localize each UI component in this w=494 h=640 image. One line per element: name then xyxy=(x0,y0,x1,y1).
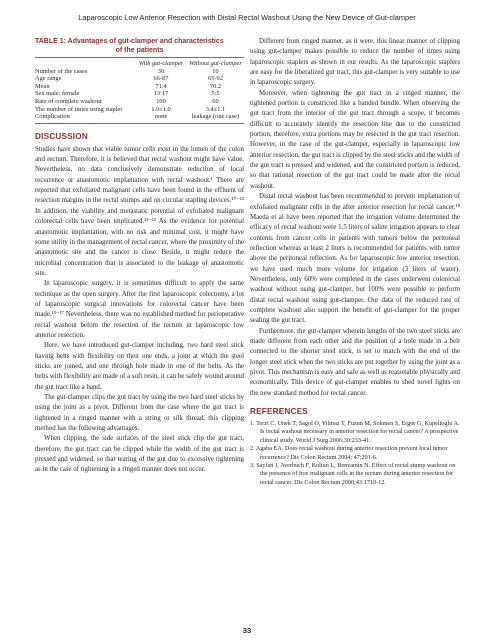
references-heading: REFERENCES xyxy=(250,407,308,417)
reference-list xyxy=(250,420,460,487)
table-row xyxy=(35,75,244,83)
table-header-row xyxy=(35,58,244,68)
table-cell: 3.4±1.1 xyxy=(205,105,226,113)
reference-item: 2. Agaba EA. Does rectal washout during anterior resection prevent local tumor recurrence? Dis Colon Rectum 2004; 47:291-6. xyxy=(250,445,448,461)
table-1-title-line1: TABLE 1: Advantages of gut-clamper and characteristics xyxy=(35,38,224,45)
body-paragraph: Studies have shown that viable tumor cells exist in the lumen of the colon and rectum. Therefore, it is believed that rectal washout might have value. Nevertheless, no data conclusively demonstrate reduction of local recurrence or anastomotic implantation with rectal washout.¹ There are reported that exfoliated malignant cells have been found in the effluent of resection margins in the rectal stumps and on circular stapling devices.¹⁰⁻¹² In addition, the viability and metastatic potential of exfoliated malignant colorectal cells have been implicated.¹¹⁻¹² As the evidence for potential anastomotic implantation, with no risk and minimal cost, it might have some utility in the management of rectal cancer, where the proximity of the anastomotic site and the cancer is close. Beside, it might reduce the microbial concentration that is associated to the leakage of anastomotic site. xyxy=(35,145,244,277)
reference-item: 3. Sayfan J, Averbuch F, Koltun L, Benyamin N. Effect of rectal stump washout on the presence of free malignant cells in the rectum during anterior resection for rectal cancer. Dis Colon Rectum 2000;43:1710-12. xyxy=(250,462,456,486)
table-cell: none xyxy=(154,113,168,121)
table-header-cell: Without gut-clamper xyxy=(189,60,242,67)
table-cell: 10 xyxy=(212,67,219,75)
body-paragraph: Moreover, when tightening the gut tract in a ringed manner, the tightened portion is constricted like a banded bundle. When observing the gut tract from the interior of the gut tract through a scope, it becomes difficult to accurately identify the resection line due to the constricted portion, therefore, extra portions may be resected in the gut tract resection. However, in the case of the gut-clamper, especially in laparoscopic low anterior resection, the gut tract is clipped by the steel sticks and the width of the gut tract is pressed and widened, and the constricted portion is reduced, so that rational resection of the gut tract could be made after the rectal washout. xyxy=(250,89,460,190)
body-paragraph: Furthermore, the gut-clamper wherein lengths of the two steel sticks are made different from each other and the position of a hole made in a belt connected to the shorter steel stick, is set to match with the end of the longer steel stick when the two sticks are put together by using the joint as a pivot. This mechanism is easy and safe as well as reasonable physically and economically. This device of gut-clamper enables to shed novel lights on the new standard method for rectal cancer. xyxy=(250,327,460,397)
table-rule-bottom xyxy=(35,123,244,124)
table-cell: 5:5 xyxy=(211,90,220,98)
page-number: 33 xyxy=(242,626,252,635)
body-paragraph: In laparoscopic surgery, it is sometimes difficult to apply the same technique as the open surgery. After the first laparoscopic colectomy, a lot of laparoscopic surgical innovations for colorectal cancer have been made.¹³⁻¹⁷ Nevertheless, there was no established method for perioperative rectal washout before the resection of the rectum in laparoscopic low anterior resection. xyxy=(35,280,244,339)
body-paragraph: Distal rectal washout has been recommended to prevent implantation of exfoliated malignant cells in the after anterior resection for rectal cancer.¹⁸ Maeda et al have been reported that the irrigation volume determined the efficacy of rectal washout were 1.5 liters of saline irrigation appears to clear contents from cancer cells in patients with tumors below the peritoneal reflection whereas at least 2 liters is recommended for patients with tumor above the peritoneal reflection. As for laparoscopic low anterior resection, we have used much more volume for irrigation (3 liters of water). Nevertheless, only 60% were completed in the cases underwent colorectal washout without using gut-clamper, but 100% were possible to perform distal rectal washout using gut-clamper. Our data of the reduced rate of complete washout also support the benefit of gut-clamper for the proper sealing the gut tract. xyxy=(250,193,460,325)
table-row xyxy=(35,98,244,106)
table-header-cell xyxy=(35,58,135,68)
table-cell: Number of the cases xyxy=(35,67,88,75)
reference-item: 1. Terzi C, Unek T, Sagol O, Yilmaz T, Fuzun M, Sokmen S, Ergor G, Kupelioglu A. Is rectal washout necessary in anterior resection for rectal cancer? A prospective clinical study. World J Surg 2006;30:233-41. xyxy=(250,420,460,444)
body-paragraph: When clipping, the side surfaces of the steel stick clip the gut tract, therefore, the gut tract can be clipped while the width of the gut tract is pressed and widened, so that tearing of the gut due to excessive tightening as in the case of tightening in a ringed manner does not occur. xyxy=(35,435,244,474)
table-cell: Rate of complete washout xyxy=(35,97,102,105)
table-row xyxy=(35,106,244,114)
table-cell: leakage (one case) xyxy=(191,113,240,121)
table-cell: 66-87 xyxy=(153,75,169,83)
body-paragraph: Different from ringed manner, as it were, this linear manner of clipping using gut-clamper makes possible to reduce the number of times using laparoscopic staplers as shown in our results. As the laparoscopic staplers are easy for the liberalized gut tract, this gut-clamper is very suitable to use in laparoscopic surgery. xyxy=(250,38,460,87)
discussion-heading: DISCUSSION xyxy=(35,131,88,141)
left-column xyxy=(35,37,244,476)
table-cell: 1.9±1.0 xyxy=(151,105,171,113)
table-cell: 65-92 xyxy=(208,75,223,83)
table-cell: 60 xyxy=(212,97,219,105)
body-paragraph: The gut-clamper clips the gut tract by using the two hard steel sticks by using the joint as a pivot. Different from the case where the gut tract is tightened in a ringed manner with a string or silk thread, this clipping method has the following advantages. xyxy=(35,394,244,433)
table-cell: Sex male: female xyxy=(35,90,80,98)
table-cell: 71.4 xyxy=(155,82,167,90)
table-cell: Complication xyxy=(35,113,70,121)
table-cell: 100 xyxy=(156,97,166,105)
table-row xyxy=(35,68,244,76)
table-row xyxy=(35,113,244,121)
table-cell: Age range xyxy=(35,75,62,83)
table-header-cell: With gut-clamper xyxy=(138,60,184,67)
table-row xyxy=(35,90,244,98)
body-paragraph: Here, we have introduced gut-clamper including, two hard steel stick having belts with flexibility on their one ends, a joint at which the steel sticks are joined, and one through hole made in one of the belts. As the belts with flexibility are made of a soft resin, it can be safely wound around the gut tract like a band. xyxy=(35,342,244,391)
table-row xyxy=(35,83,244,91)
table-1 xyxy=(35,58,244,121)
running-head: Laparoscopic Low Anterior Resection with Distal Rectal Washout Using the New Device of Gut-clamper xyxy=(78,13,416,22)
right-column xyxy=(250,37,460,487)
table-cell: Mean xyxy=(35,82,50,90)
table-cell: 30 xyxy=(157,67,165,75)
table-cell: 70.2 xyxy=(209,82,222,90)
table-1-title xyxy=(35,37,244,55)
table-1-title-line2: of the patients xyxy=(115,47,164,54)
table-cell: 13:17 xyxy=(153,90,169,98)
table-cell: The number of times using stapler xyxy=(35,105,123,113)
